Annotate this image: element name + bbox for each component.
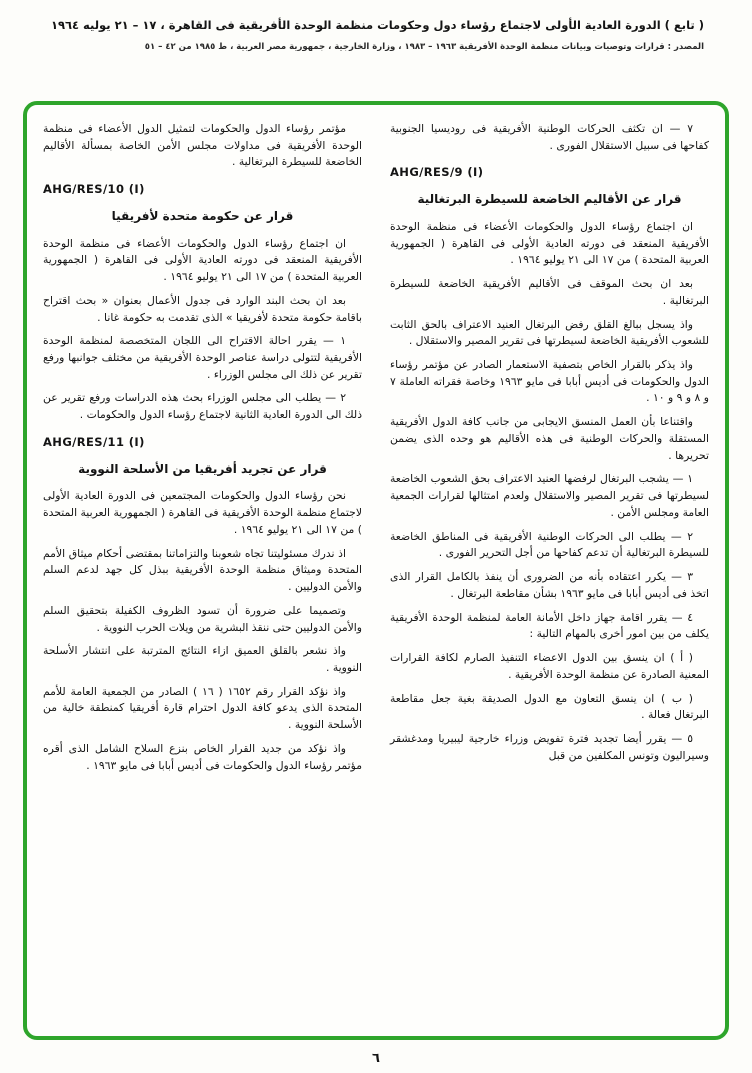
paragraph: ٤ — يقرر اقامة جهاز داخل الأمانة العامة لمنظمة الوحدة الأفريقية يكلف من بين امور أخرى بالمهام التالية : <box>390 610 709 641</box>
resolution-title: قرار عن الأقاليم الخاضعة للسيطرة البرتغالية <box>417 192 682 207</box>
column-right <box>390 121 709 1026</box>
resolution-title: قرار عن حكومة متحدة لأفريقيا <box>111 209 294 224</box>
paragraph: ١ — يقرر احالة الاقتراح الى اللجان المتخصصة لمنظمة الوحدة الأفريقية لتتولى دراسة عناصر الوحدة الأفريقية من مختلف جوانبها ورفع تقرير عن ذلك الى مجلس الوزراء . <box>43 334 362 381</box>
paragraph: ٣ — يكرر اعتقاده بأنه من الضرورى أن ينفذ بالكامل القرار الذى اتخذ فى أديس أبابا فى مايو ١٩٦٣ بشأن مقاطعة البرتغال . <box>390 570 709 600</box>
paragraph: وتصميما على ضرورة أن تسود الظروف الكفيلة بتحقيق السلم والأمن الدوليين حتى ننقذ البشرية من ويلات الحرب النووية . <box>43 603 362 634</box>
paragraph: واذ نؤكد القرار رقم ١٦٥٢ ( ١٦ ) الصادر من الجمعية العامة للأمم المتحدة الذى يدعو كافة الدول احترام قارة أفريقيا كمنطقة خالية من الأسلحة النووية . <box>43 684 362 732</box>
header-source: المصدر : قرارات وتوصيات وبيانات منظمة الوحدة الأفريقية ١٩٦٣ – ١٩٨٣ ، وزارة الخارجية ، جمهورية مصر العربية ، ط ١٩٨٥ من ٤٢ – ٥١ <box>144 42 704 53</box>
resolution-code: AHG/RES/10 (I) <box>43 182 145 197</box>
resolution-code: AHG/RES/11 (I) <box>43 434 145 449</box>
two-column-text <box>43 121 709 1026</box>
paragraph: بعد ان بحث البند الوارد فى جدول الأعمال بعنوان « بحث اقتراح باقامة حكومة متحدة لأفريقيا » الذى تقدمت به حكومة غانا . <box>43 293 362 324</box>
paragraph: ان اجتماع رؤساء الدول والحكومات الأعضاء فى منظمة الوحدة الأفريقية المنعقد فى دورته العادية الأولى فى القاهرة ( الجمهورية العربية المتحدة ) من ١٧ الى ٢١ يوليو ١٩٦٤ . <box>43 236 362 284</box>
green-frame <box>23 101 729 1040</box>
paragraph: ١ — يشجب البرتغال لرفضها العنيد الاعتراف بحق الشعوب الخاضعة لسيطرتها فى تقرير المصير والاستقلال ولعدم امتثالها لقرارات الجمعية العامة ومجلس الأمن . <box>390 472 709 519</box>
paragraph: واقتناعا بأن العمل المنسق الايجابى من جانب كافة الدول الأفريقية المستقلة والحركات الوطنية فى هذه الأقاليم هو وحده الذى يضمن تحريرها . <box>390 415 709 462</box>
column-left <box>43 121 362 1026</box>
paragraph: واذ يذكر بالقرار الخاص بتصفية الاستعمار الصادر عن مؤتمر رؤساء الدول والحكومات فى أديس أبابا فى مايو ١٩٦٣ وخاصة فقراته العاملة ٧ و ٨ و ٩ و ١٠ . <box>390 358 710 405</box>
paragraph: واذ نؤكد من جديد القرار الخاص بنزع السلاح الشامل الذى أقره مؤتمر رؤساء الدول والحكومات فى أديس أبابا فى مايو ١٩٦٣ . <box>43 741 362 772</box>
paragraph: بعد ان بحث الموقف فى الأقاليم الأفريقية الخاضعة للسيطرة البرتغالية . <box>390 277 709 307</box>
paragraph: ٧ — ان تكثف الحركات الوطنية الأفريقية فى روديسيا الجنوبية كفاحها فى سبيل الاستقلال الفورى . <box>390 122 709 152</box>
paragraph: ( ب ) ان ينسق التعاون مع الدول الصديقة بغية جعل مقاطعة البرتغال فعالة . <box>390 691 709 722</box>
resolution-title: قرار عن تجريد أفريقيا من الأسلحة النووية <box>78 461 327 476</box>
paragraph: ان اجتماع رؤساء الدول والحكومات الأعضاء فى منظمة الوحدة الأفريقية المنعقد فى دورته العادية الأولى فى القاهرة ( الجمهورية العربية المتحدة ) من ١٧ الى ٢١ يوليو ١٩٦٤ . <box>390 219 709 267</box>
header-title: ( تابع ) الدورة العادية الأولى لاجتماع رؤساء دول وحكومات منظمة الوحدة الأفريقية فى القاهرة ، ١٧ – ٢١ يوليه ١٩٦٤ <box>50 18 704 32</box>
document-header <box>30 16 704 52</box>
paragraph: ( أ ) ان ينسق بين الدول الاعضاء التنفيذ الصارم لكافة القرارات المعنية الصادرة عن منظمة الوحدة الأفريقية . <box>390 651 709 681</box>
paragraph: نحن رؤساء الدول والحكومات المجتمعين فى الدورة العادية الأولى لاجتماع منظمة الوحدة الأفريقية فى القاهرة ( الجمهورية العربية المتحدة ) من ١٧ الى ٢١ يوليو ١٩٦٤ . <box>43 489 362 536</box>
paragraph: ٥ — يقرر أيضا تجديد فترة تفويض وزراء خارجية ليبيريا ومدغشقر وسيراليون وتونس المكلفين من قبل <box>390 731 709 762</box>
page-number: ٦ <box>372 1051 380 1066</box>
resolution-code: AHG/RES/9 (I) <box>390 165 484 180</box>
paragraph: واذ نشعر بالقلق العميق ازاء النتائج المترتبة على انتشار الأسلحة النووية . <box>43 644 362 674</box>
paragraph: مؤتمر رؤساء الدول والحكومات لتمثيل الدول الأعضاء فى منظمة الوحدة الأفريقية فى مداولات مجلس الأمن الخاصة بمسألة الأقاليم الخاضعة للسيطرة البرتغالية . <box>43 122 362 169</box>
paragraph: اذ ندرك مسئوليتنا تجاه شعوبنا والتزاماتنا بمقتضى أحكام ميثاق الأمم المتحدة وميثاق منظمة الوحدة الأفريقية ببذل كل جهد لدعم السلم والأمن الدوليين . <box>43 546 362 594</box>
paragraph: ٢ — يطلب الى مجلس الوزراء بحث هذه الدراسات ورفع تقرير عن ذلك الى الدورة العادية الثانية لاجتماع رؤساء الدول والحكومات . <box>43 391 362 422</box>
paragraph: واذ يسجل ببالغ القلق رفض البرتغال العنيد الاعتراف بالحق الثابت للشعوب الأفريقية الخاضعة لسيطرتها فى تقرير المصير والاستقلال . <box>390 317 709 348</box>
paragraph: ٢ — يطلب الى الحركات الوطنية الأفريقية فى المناطق الخاضعة للسيطرة البرتغالية أن تدعم كفاحها من أجل التحرير الفورى . <box>390 529 709 560</box>
